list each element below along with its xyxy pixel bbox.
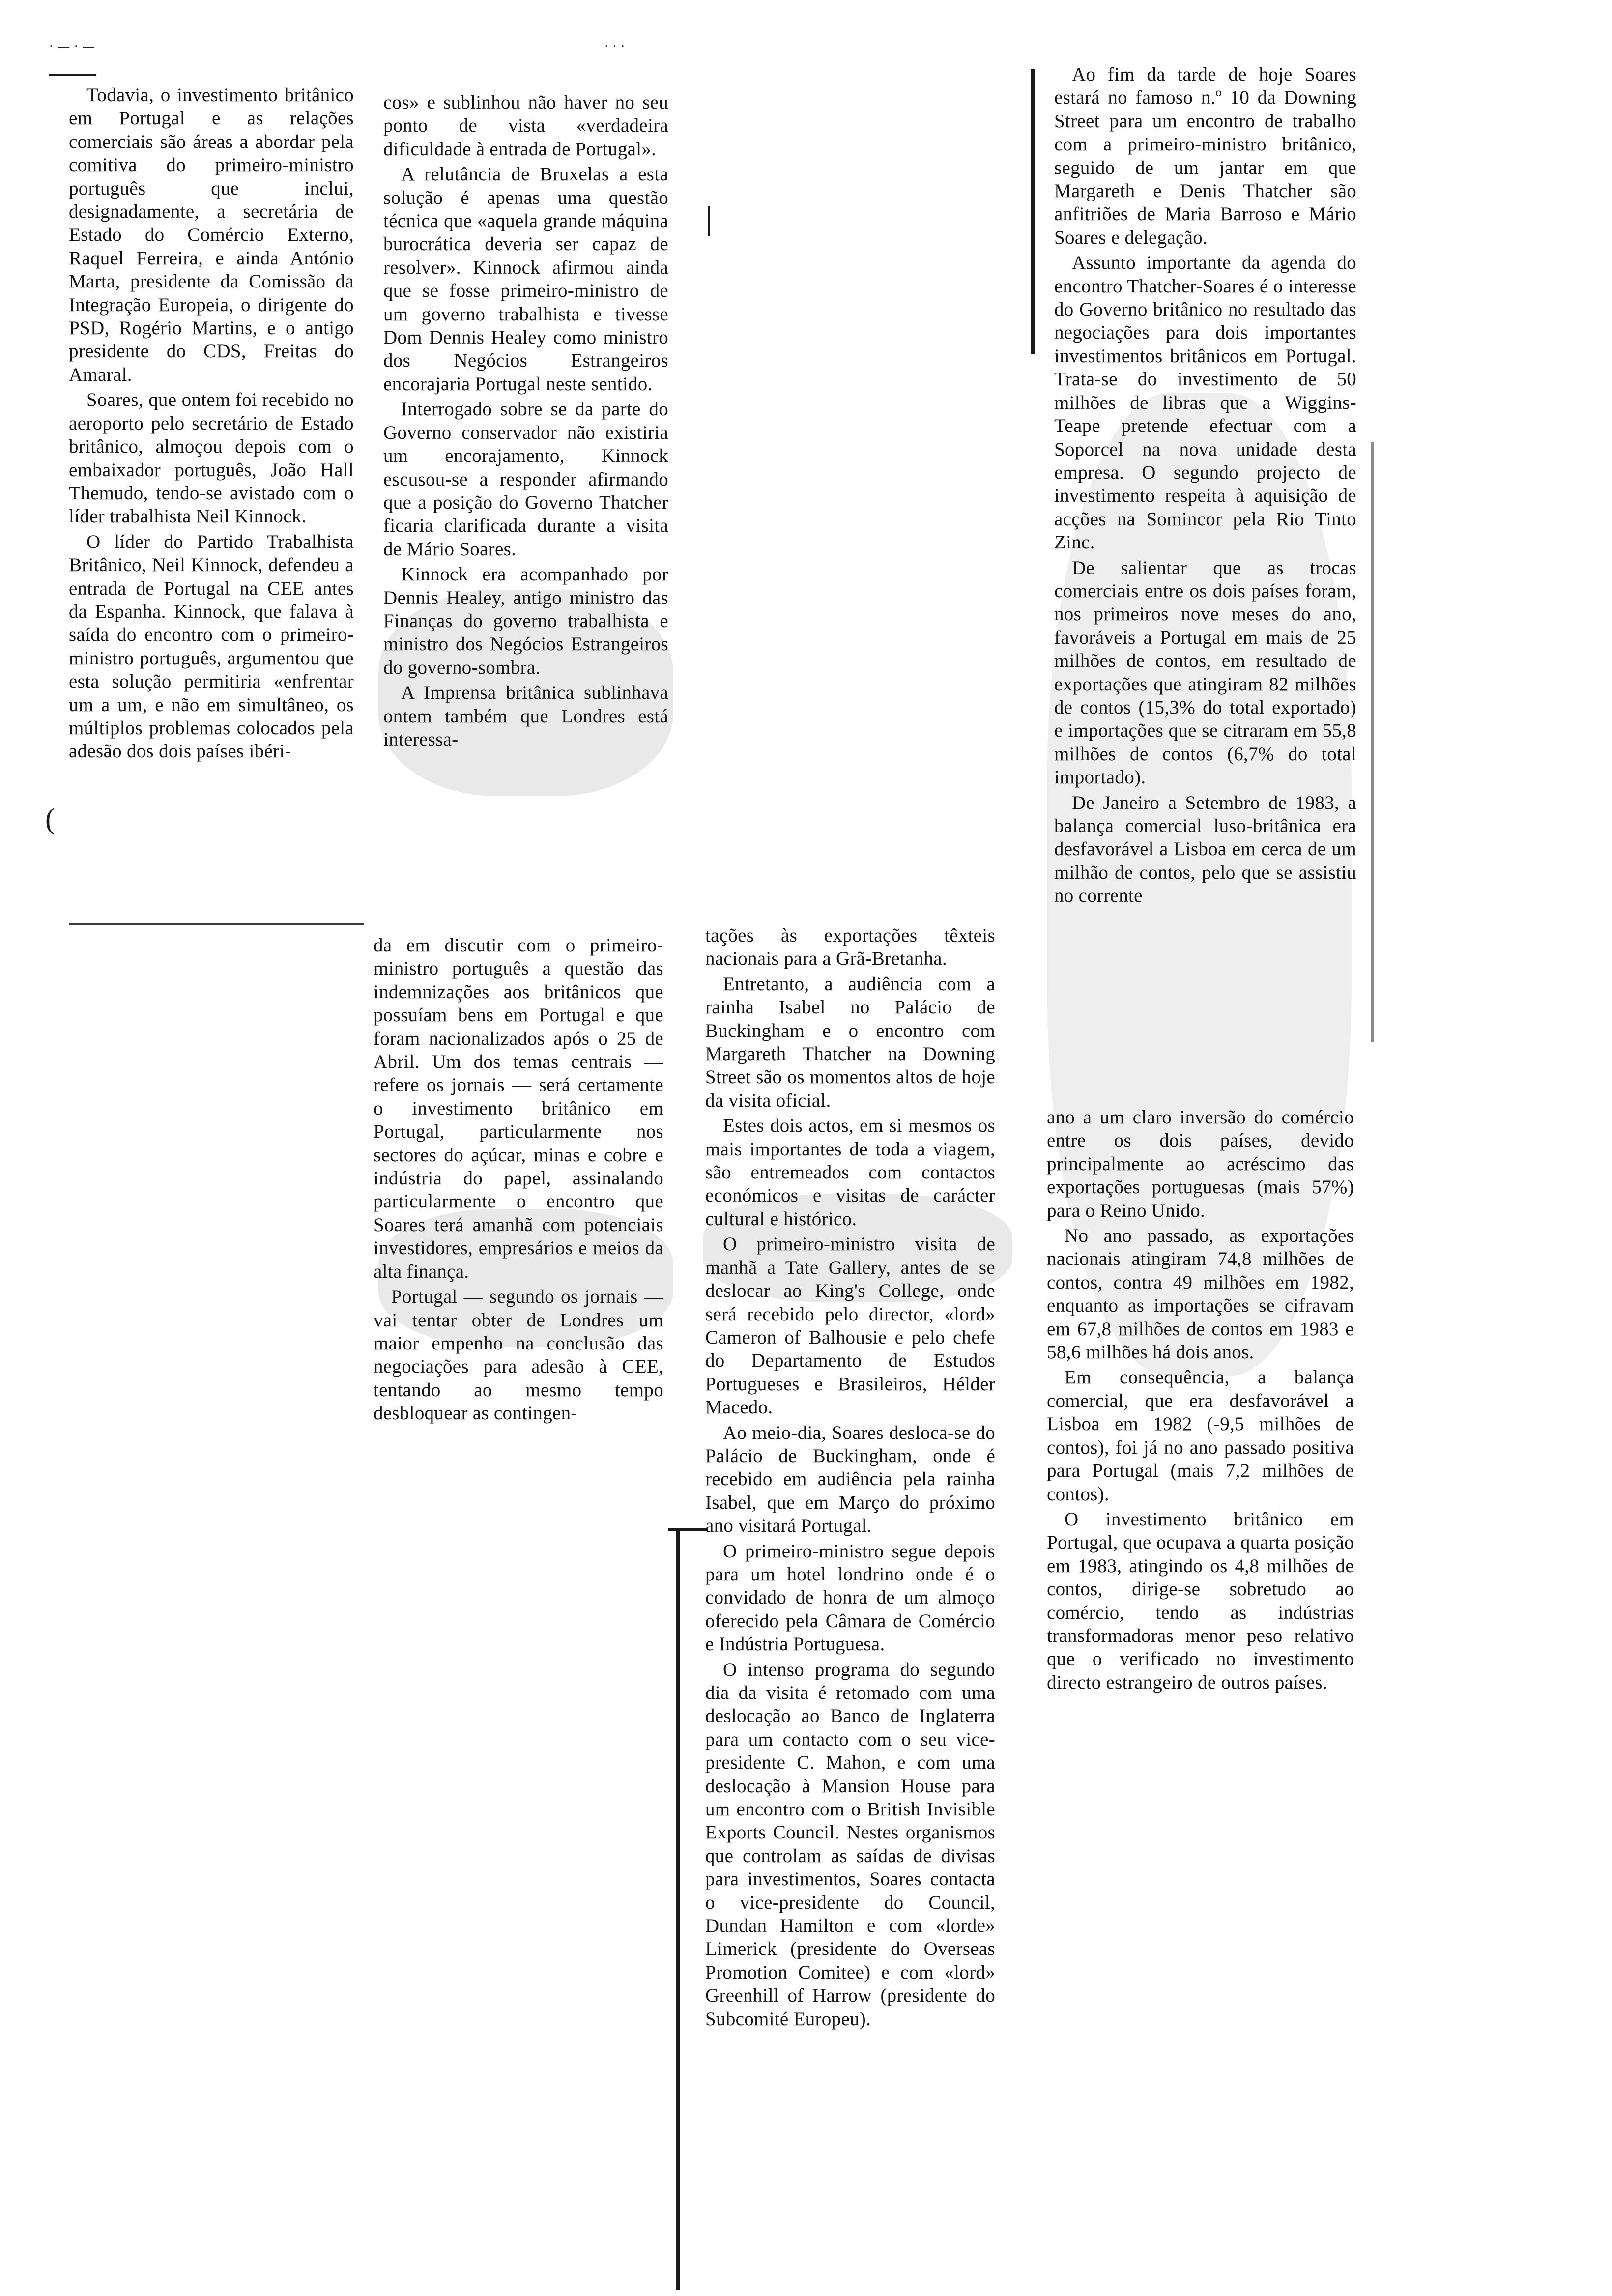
column-rule [1371, 442, 1374, 1042]
article-paragraph: O investimento britânico em Portugal, que ocupava a quarta posição em 1983, atingindo os 4,8 milhões de contos, dirige-se sobretudo ao comércio, tendo as indústrias transformadoras menor peso relativo que o verificado no investimento directo estrangeiro de outros países. [1047, 1508, 1354, 1693]
column-rule [708, 206, 710, 236]
article-paragraph: Portugal — segundo os jornais — vai tentar obter de Londres um maior empenho na conclusão das negociações para adesão à CEE, tentando ao mesmo tempo desbloquear as contingen- [374, 1286, 663, 1424]
article-paragraph: Kinnock era acompanhado por Dennis Healey, antigo ministro das Finanças do governo trabalhista e ministro dos Negócios Estrangeiros do governo-sombra. [383, 564, 668, 678]
article-paragraph: Todavia, o investimento britânico em Portugal e as relações comerciais são áreas a abordar pela comitiva do primeiro-ministro português que inclui, designadamente, a secretária de Estado do Comércio Externo, Raquel Ferreira, e ainda António Marta, presidente da Comissão da Integração Europeia, o dirigente do PSD, Rogério Martins, e o antigo presidente do CDS, Freitas do Amaral. [69, 85, 354, 385]
column-rule [668, 1528, 708, 1531]
article-paragraph: tações às exportações têxteis nacionais para a Grã-Bretanha. [705, 925, 995, 970]
article-paragraph: Entretanto, a audiência com a rainha Isabel no Palácio de Buckingham e o encontro com Margareth Thatcher na Downing Street são os momentos altos de hoje da visita oficial. [705, 973, 995, 1111]
article-paragraph: No ano passado, as exportações nacionais atingiram 74,8 milhões de contos, contra 49 milhões em 1982, enquanto as importações se cifravam em 67,8 milhões de contos em 1983 e 58,6 milhões há dois anos. [1047, 1225, 1354, 1363]
article-paragraph: Estes dois actos, em si mesmos os mais importantes de toda a viagem, são entremeados com contactos económicos e visitas de carácter cultural e histórico. [705, 1115, 995, 1230]
article-column-2-top [383, 91, 668, 753]
article-column-1 [69, 84, 354, 765]
article-paragraph: O primeiro-ministro segue depois para um hotel londrino onde é o convidado de honra de um almoço oferecido pela Câmara de Comércio e Indústria Portuguesa. [705, 1540, 995, 1655]
article-paragraph: A relutância de Bruxelas a esta solução é apenas uma questão técnica que «aquela grande máquina burocrática deveria ser capaz de resolver». Kinnock afirmou ainda que se fosse primeiro-ministro de um governo trabalhista e tivesse Dom Dennis Healey como ministro dos Negócios Estrangeiros encorajaria Portugal neste sentido. [383, 164, 668, 395]
article-paragraph: De Janeiro a Setembro de 1983, a balança comercial luso-britânica era desfavorável a Lisboa em cerca de um milhão de contos, pelo que se assistiu no corrente [1054, 792, 1356, 907]
article-column-4-bottom [1047, 1106, 1354, 1696]
article-paragraph: cos» e sublinhou não haver no seu ponto de vista «verdadeira dificuldade à entrada de Portugal». [383, 92, 668, 160]
column-rule [676, 1528, 680, 2290]
article-paragraph: O líder do Partido Trabalhista Britânico, Neil Kinnock, defendeu a entrada de Portugal na CEE antes da Espanha. Kinnock, que falava à saída do encontro com o primeiro-ministro português, argumentou que esta solução permitiria «enfrentar um a um, e não em simultâneo, os múltiplos problemas colocados pela adesão dos dois países ibéri- [69, 531, 354, 762]
article-column-2-bottom [374, 934, 663, 1427]
article-column-3 [705, 924, 995, 2033]
article-paragraph: Soares, que ontem foi recebido no aeroporto pelo secretário de Estado britânico, almoçou depois com o embaixador português, João Hall Themudo, tendo-se avistado com o líder trabalhista Neil Kinnock. [69, 389, 354, 527]
article-paragraph: A Imprensa britânica sublinhava ontem também que Londres está interessa- [383, 682, 668, 750]
article-paragraph: ano a um claro inversão do comércio entre os dois países, devido principalmente ao acréscimo das exportações portuguesas (mais 57%) para o Reino Unido. [1047, 1107, 1354, 1221]
article-paragraph: da em discutir com o primeiro-ministro português a questão das indemnizações aos britânicos que possuíam bens em Portugal e que foram nacionalizados após o 25 de Abril. Um dos temas centrais — refere os jornais — será certamente o investimento britânico em Portugal, particularmente nos sectores do açúcar, minas e cobre e indústria do papel, assinalando particularmente o encontro que Soares terá amanhã com potenciais investidores, empresários e meios da alta finança. [374, 935, 663, 1282]
column-rule [69, 923, 364, 925]
article-paragraph: Ao meio-dia, Soares desloca-se do Palácio de Buckingham, onde é recebido em audiência pela rainha Isabel, que em Março do próximo ano visitará Portugal. [705, 1422, 995, 1537]
article-paragraph: O primeiro-ministro visita de manhã a Tate Gallery, antes de se deslocar ao King's College, onde será recebido pelo director, «lord» Cameron of Balhousie e pelo chefe do Departamento de Estudos Portugueses e Brasileiros, Hélder Macedo. [705, 1234, 995, 1418]
article-column-4-top [1054, 63, 1356, 910]
article-paragraph: Ao fim da tarde de hoje Soares estará no famoso n.º 10 da Downing Street para um encontro de trabalho com a primeiro-ministro britânico, seguido de um jantar em que Margareth e Denis Thatcher são anfitriões de Maria Barroso e Mário Soares e delegação. [1054, 64, 1356, 248]
column-rule [49, 74, 96, 76]
margin-mark-left-paren: ( [45, 803, 55, 835]
article-paragraph: Interrogado sobre se da parte do Governo conservador não existiria um encorajamento, Kinnock escusou-se a responder afirmando que a posição do Governo Thatcher ficaria clarificada durante a visita de Mário Soares. [383, 399, 668, 560]
article-paragraph: De salientar que as trocas comerciais entre os dois países foram, nos primeiros nove meses do ano, favoráveis a Portugal em mais de 25 milhões de contos, em resultado de exportações que atingiram 82 milhões de contos (15,3% do total exportado) e importações que se citraram em 55,8 milhões de contos (6,7% do total importado). [1054, 557, 1356, 788]
margin-mark-top-mid: · · · [604, 39, 625, 54]
article-paragraph: Em consequência, a balança comercial, que era desfavorável a Lisboa em 1982 (-9,5 milhões de contos), foi já no ano passado positiva para Portugal (mais 7,2 milhões de contos). [1047, 1367, 1354, 1505]
article-paragraph: O intenso programa do segundo dia da visita é retomado com uma deslocação ao Banco de Inglaterra para um contacto com o seu vice-presidente C. Mahon, e com uma deslocação à Mansion House para um encontro com o British Invisible Exports Council. Nestes organismos que controlam as saídas de divisas para investimentos, Soares contacta o vice-presidente do Council, Dundan Hamilton e com «lorde» Limerick (presidente do Overseas Promotion Comitee) e com «lord» Greenhill of Harrow (presidente do Subcomité Europeu). [705, 1659, 995, 2030]
margin-mark-top-left: · — · — [49, 39, 95, 54]
column-rule [1031, 69, 1035, 354]
article-paragraph: Assunto importante da agenda do encontro Thatcher-Soares é o interesse do Governo britânico no resultado das negociações para dois importantes investimentos britânicos em Portugal. Trata-se do investimento de 50 milhões de libras que a Wiggins-Teape pretende efectuar com a Soporcel na nova unidade desta empresa. O segundo projecto de investimento respeita à aquisição de acções na Somincor pela Rio Tinto Zinc. [1054, 252, 1356, 553]
